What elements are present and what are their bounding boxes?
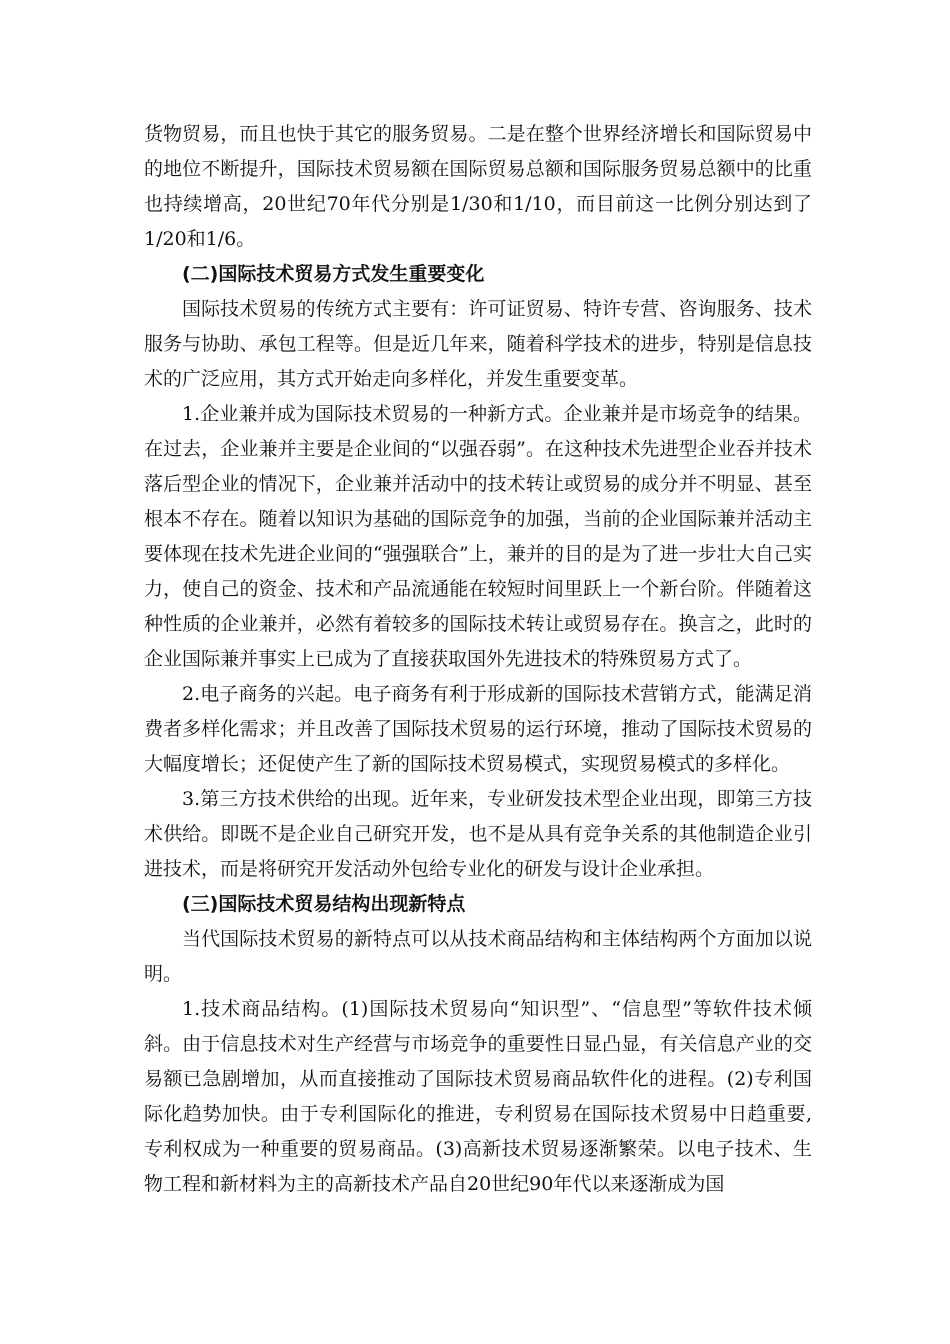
paragraph-third-party-supply: 3.第三方技术供给的出现。近年来，专业研发技术型企业出现，即第三方技术供给。即既不是企业自己研究开发，也不是从具有竞争关系的其他制造企业引进技术，而是将研究开发活动外包给专业化的研发与设计企业承担。 [144, 788, 812, 880]
section-heading-2: (二)国际技术贸易方式发生重要变化 [182, 263, 485, 285]
section-heading-3: (三)国际技术贸易结构出现新特点 [182, 893, 466, 915]
paragraph-trade-share: 货物贸易，而且也快于其它的服务贸易。二是在整个世界经济增长和国际贸易中的地位不断提升，国际技术贸易额在国际贸易总额和国际服务贸易总额中的比重也持续增高，20世纪70年代分别是1/30和1/10，而目前这一比例分别达到了1/20和1/6。 [144, 123, 812, 250]
paragraph-mergers: 1.企业兼并成为国际技术贸易的一种新方式。企业兼并是市场竞争的结果。在过去，企业兼并主要是企业间的“以强吞弱”。在这种技术先进型企业吞并技术落后型企业的情况下，企业兼并活动中的技术转让或贸易的成分并不明显、甚至根本不存在。随着以知识为基础的国际竞争的加强，当前的企业国际兼并活动主要体现在技术先进企业间的“强强联合”上，兼并的目的是为了进一步壮大自己实力，使自己的资金、技术和产品流通能在较短时间里跃上一个新台阶。伴随着这种性质的企业兼并，必然有着较多的国际技术转让或贸易存在。换言之，此时的企业国际兼并事实上已成为了直接获取国外先进技术的特殊贸易方式了。 [144, 403, 812, 670]
paragraph-new-features: 当代国际技术贸易的新特点可以从技术商品结构和主体结构两个方面加以说明。 [144, 928, 812, 985]
paragraph-commodity-structure: 1.技术商品结构。(1)国际技术贸易向“知识型”、“信息型”等软件技术倾斜。由于信息技术对生产经营与市场竞争的重要性日显凸显，有关信息产业的交易额已急剧增加，从而直接推动了国际技术贸易商品软件化的进程。(2)专利国际化趋势加快。由于专利国际化的推进，专利贸易在国际技术贸易中日趋重要,专利权成为一种重要的贸易商品。(3)高新技术贸易逐渐繁荣。以电子技术、生物工程和新材料为主的高新技术产品自20世纪90年代以来逐渐成为国 [144, 998, 812, 1195]
document-page [144, 117, 812, 1202]
paragraph-traditional-methods: 国际技术贸易的传统方式主要有：许可证贸易、特许专营、咨询服务、技术服务与协助、承包工程等。但是近几年来，随着科学技术的进步，特别是信息技术的广泛应用，其方式开始走向多样化，并发生重要变革。 [144, 298, 812, 390]
paragraph-ecommerce: 2.电子商务的兴起。电子商务有利于形成新的国际技术营销方式，能满足消费者多样化需求；并且改善了国际技术贸易的运行环境，推动了国际技术贸易的大幅度增长；还促使产生了新的国际技术贸易模式，实现贸易模式的多样化。 [144, 683, 812, 775]
